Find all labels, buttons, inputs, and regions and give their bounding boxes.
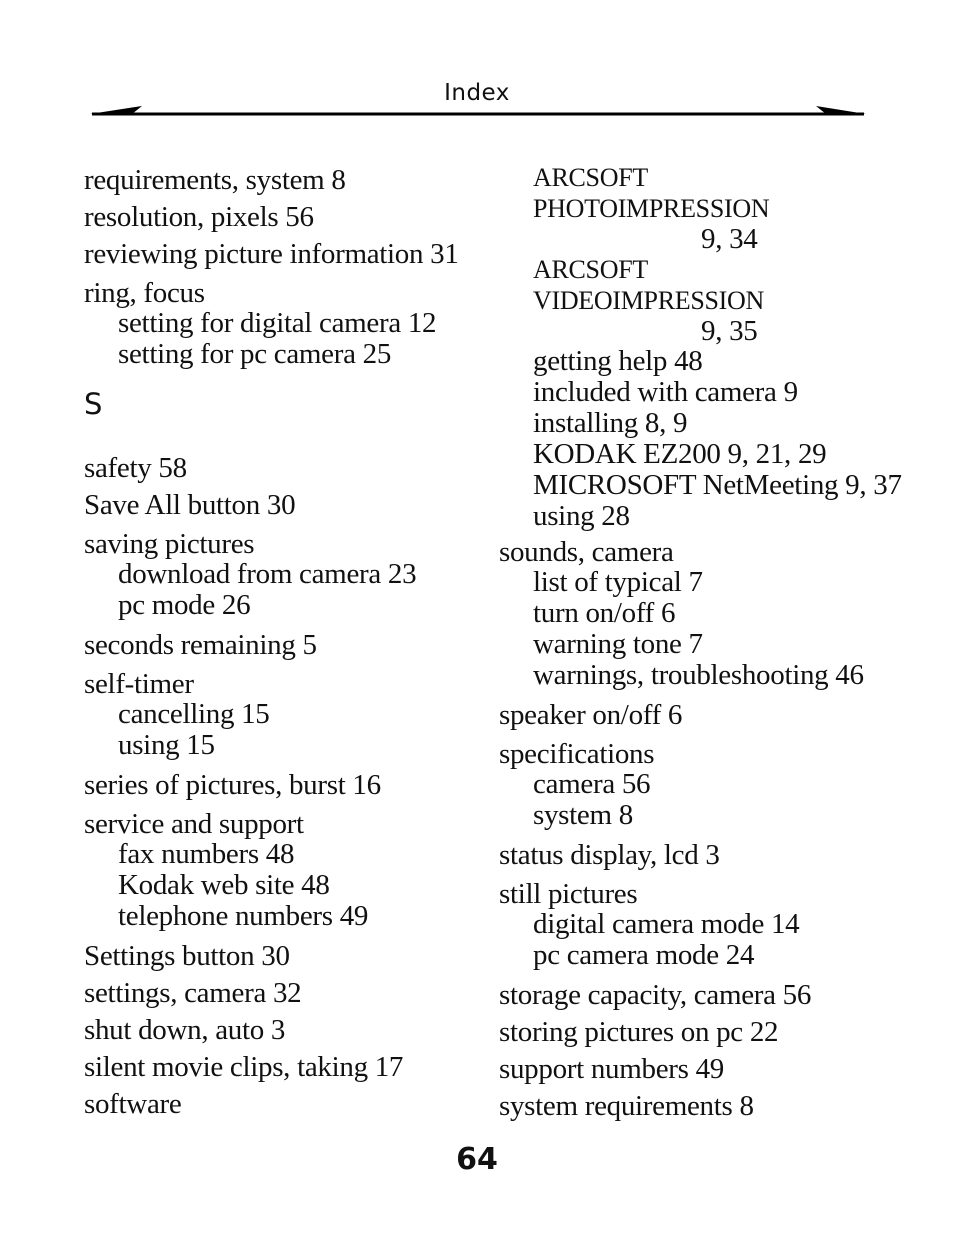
index-entry: reviewing picture information 31 bbox=[84, 238, 459, 270]
index-subentry: list of typical 7 bbox=[533, 566, 703, 598]
index-entry-group bbox=[499, 740, 879, 831]
index-entry: seconds remaining 5 bbox=[84, 629, 317, 661]
index-column-left bbox=[84, 162, 484, 1123]
index-subentry: download from camera 23 bbox=[118, 558, 417, 590]
index-subentry: getting help 48 bbox=[533, 345, 703, 377]
index-subentry: installing 8, 9 bbox=[533, 407, 688, 439]
page-header-title: Index bbox=[444, 80, 510, 106]
index-entry: speaker on/off 6 bbox=[499, 699, 683, 731]
page-number: 64 bbox=[456, 1142, 498, 1177]
index-entry: storage capacity, camera 56 bbox=[499, 979, 812, 1011]
index-subentry: warnings, troubleshooting 46 bbox=[533, 659, 864, 691]
index-subentry: setting for pc camera 25 bbox=[118, 338, 392, 370]
index-subentry: Kodak web site 48 bbox=[118, 869, 330, 901]
index-subentry: pc camera mode 24 bbox=[533, 939, 755, 971]
index-entry: requirements, system 8 bbox=[84, 164, 346, 196]
index-subentry-pages: 9, 35 bbox=[701, 315, 758, 347]
index-subentry-label: ARCSOFT PHOTOIMPRESSION bbox=[533, 163, 770, 223]
index-entry: software bbox=[84, 1088, 182, 1120]
index-entry: support numbers 49 bbox=[499, 1053, 724, 1085]
index-entry: storing pictures on pc 22 bbox=[499, 1016, 779, 1048]
index-entry: sounds, camera bbox=[499, 536, 674, 568]
index-entry: Save All button 30 bbox=[84, 489, 296, 521]
index-entry: safety 58 bbox=[84, 452, 187, 484]
index-entry: status display, lcd 3 bbox=[499, 839, 720, 871]
index-subentry: fax numbers 48 bbox=[118, 838, 295, 870]
index-entry-group bbox=[499, 880, 879, 971]
index-entry: settings, camera 32 bbox=[84, 977, 302, 1009]
index-subentry: MICROSOFT NetMeeting 9, 37 bbox=[533, 469, 902, 501]
index-entry-group bbox=[84, 279, 484, 370]
index-entry: Settings button 30 bbox=[84, 940, 290, 972]
index-subentry: turn on/off 6 bbox=[533, 597, 676, 629]
index-subentry: cancelling 15 bbox=[118, 698, 270, 730]
index-entry: service and support bbox=[84, 808, 304, 840]
index-subentry: setting for digital camera 12 bbox=[118, 307, 437, 339]
index-subentry-pages: 9, 34 bbox=[701, 223, 758, 255]
letter-heading: S bbox=[84, 387, 103, 421]
index-entry: resolution, pixels 56 bbox=[84, 201, 314, 233]
index-entry: specifications bbox=[499, 738, 655, 770]
index-column-right bbox=[499, 162, 902, 1125]
index-subentry: system 8 bbox=[533, 799, 633, 831]
index-entry: ring, focus bbox=[84, 277, 205, 309]
index-entry: saving pictures bbox=[84, 528, 255, 560]
index-subentry: camera 56 bbox=[533, 768, 651, 800]
index-subentry: telephone numbers 49 bbox=[118, 900, 369, 932]
index-subentry: using 28 bbox=[533, 500, 630, 532]
index-entry: series of pictures, burst 16 bbox=[84, 769, 381, 801]
index-entry: still pictures bbox=[499, 878, 638, 910]
index-subentry: digital camera mode 14 bbox=[533, 908, 800, 940]
index-subentry: included with camera 9 bbox=[533, 376, 798, 408]
index-subentry: warning tone 7 bbox=[533, 628, 703, 660]
index-subentry: pc mode 26 bbox=[118, 589, 251, 621]
index-subentry-label: ARCSOFT VIDEOIMPRESSION bbox=[533, 255, 764, 315]
index-subentry-arcsoft-videoimpression bbox=[499, 254, 879, 346]
index-subentry: using 15 bbox=[118, 729, 215, 761]
index-entry-group bbox=[499, 538, 879, 691]
index-entry-group bbox=[84, 810, 484, 932]
index-subentry: KODAK EZ200 9, 21, 29 bbox=[533, 438, 827, 470]
index-entry: shut down, auto 3 bbox=[84, 1014, 286, 1046]
index-subentry-arcsoft-photoimpression bbox=[499, 162, 879, 254]
header-rule bbox=[88, 104, 868, 120]
index-entry-group bbox=[84, 530, 484, 621]
index-entry-group bbox=[84, 670, 484, 761]
index-entry: system requirements 8 bbox=[499, 1090, 754, 1122]
index-entry: self-timer bbox=[84, 668, 194, 700]
index-entry: silent movie clips, taking 17 bbox=[84, 1051, 404, 1083]
